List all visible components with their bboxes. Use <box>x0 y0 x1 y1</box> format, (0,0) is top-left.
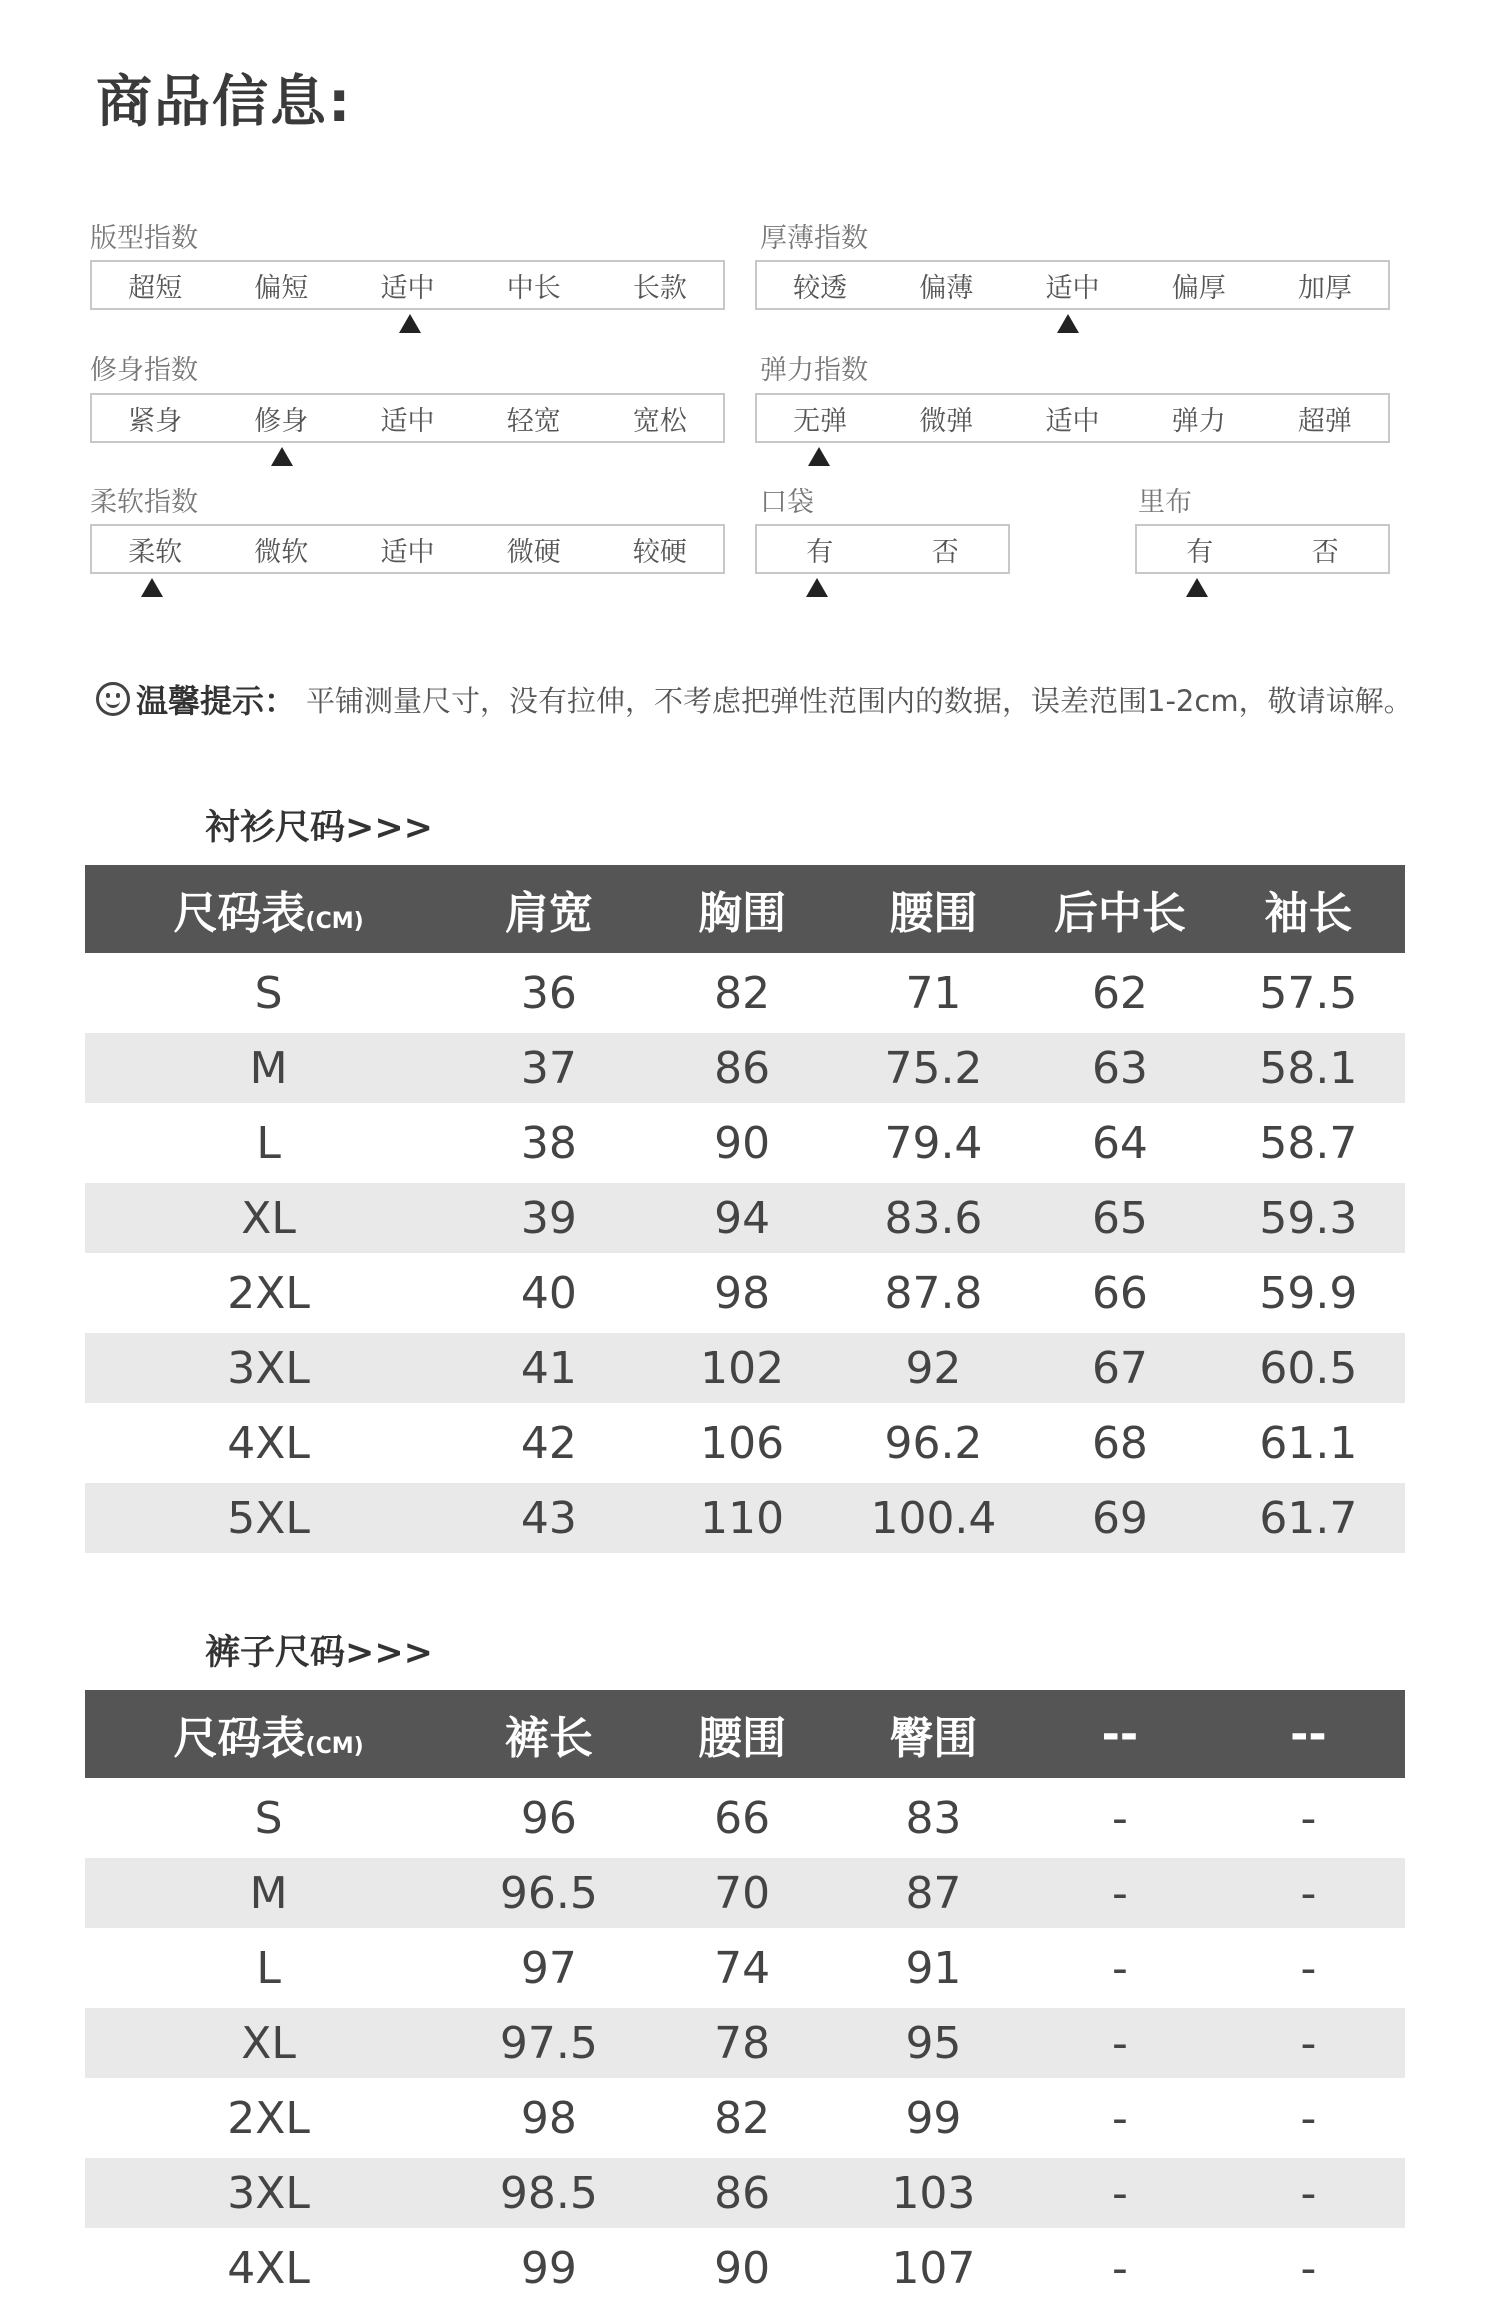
header-col: 胸围 <box>698 888 787 939</box>
table-cell: 41 <box>520 1342 577 1394</box>
index-option: 超弹 <box>1297 405 1352 437</box>
table-cell: 98 <box>714 1267 771 1319</box>
table-cell: - <box>1112 1867 1128 1919</box>
table-cell: 98 <box>520 2092 577 2144</box>
shirt-size-table <box>85 865 1405 1553</box>
table-row <box>85 2008 1405 2078</box>
table-cell: 92 <box>905 1342 962 1394</box>
table-cell: 62 <box>1091 967 1148 1019</box>
index-label-slim: 修身指数 <box>90 355 198 386</box>
selection-marker-fit <box>399 314 421 333</box>
table-cell: 4XL <box>227 2242 310 2294</box>
table-cell: 43 <box>520 1492 577 1544</box>
table-cell: S <box>254 967 283 1019</box>
table-cell: 39 <box>520 1192 577 1244</box>
index-option: 适中 <box>380 405 435 437</box>
table-cell: 107 <box>891 2242 976 2294</box>
index-option: 微弹 <box>919 405 974 437</box>
selection-marker-soft <box>141 578 163 597</box>
index-option: 适中 <box>380 272 435 304</box>
table-cell: 40 <box>520 1267 577 1319</box>
table-cell: 70 <box>714 1867 771 1919</box>
table-cell: 78 <box>714 2017 771 2069</box>
table-cell: 110 <box>700 1492 785 1544</box>
table-cell: 66 <box>714 1792 771 1844</box>
table-cell: 74 <box>714 1942 771 1994</box>
index-option: 超短 <box>128 272 183 304</box>
table-row <box>85 1403 1405 1483</box>
table-cell: 57.5 <box>1259 967 1358 1019</box>
table-cell: 99 <box>520 2242 577 2294</box>
table-cell: 86 <box>714 1042 771 1094</box>
index-box-pocket <box>755 524 1010 574</box>
page-title: 商品信息: <box>96 70 353 135</box>
table-cell: - <box>1112 2167 1128 2219</box>
pants-size-table <box>85 1690 1405 2308</box>
index-box-thickness <box>755 260 1390 310</box>
shirt-section-title: 衬衫尺码>>> <box>205 808 433 848</box>
table-cell: XL <box>241 2017 296 2069</box>
table-cell: 103 <box>891 2167 976 2219</box>
table-cell: 97.5 <box>499 2017 598 2069</box>
table-cell: 61.1 <box>1259 1417 1358 1469</box>
index-label-pocket: 口袋 <box>760 487 814 518</box>
index-option: 微硬 <box>506 536 561 568</box>
table-cell: 98.5 <box>499 2167 598 2219</box>
table-row <box>85 1183 1405 1253</box>
index-option: 有 <box>1186 536 1214 568</box>
header-col: -- <box>1101 1708 1139 1760</box>
pants-section-title: 裤子尺码>>> <box>205 1633 433 1673</box>
table-cell: 86 <box>714 2167 771 2219</box>
selection-marker-slim <box>271 447 293 466</box>
table-cell: 3XL <box>227 2167 310 2219</box>
table-cell: 2XL <box>227 1267 310 1319</box>
table-cell: 99 <box>905 2092 962 2144</box>
index-option: 适中 <box>380 536 435 568</box>
index-label-fit: 版型指数 <box>90 223 198 254</box>
table-cell: 36 <box>520 967 577 1019</box>
table-cell: 66 <box>1091 1267 1148 1319</box>
header-size: 尺码表(CM) <box>173 1713 364 1764</box>
index-label-soft: 柔软指数 <box>90 487 198 518</box>
table-cell: 87.8 <box>884 1267 983 1319</box>
index-option: 较硬 <box>632 536 687 568</box>
table-cell: 63 <box>1091 1042 1148 1094</box>
index-option: 柔软 <box>128 536 183 568</box>
table-cell: 91 <box>905 1942 962 1994</box>
table-cell: 82 <box>714 2092 771 2144</box>
table-cell: 82 <box>714 967 771 1019</box>
table-cell: 102 <box>700 1342 785 1394</box>
table-cell: 94 <box>714 1192 771 1244</box>
index-box-soft <box>90 524 725 574</box>
selection-marker-elastic <box>808 447 830 466</box>
table-cell: 64 <box>1091 1117 1148 1169</box>
index-option: 紧身 <box>128 405 183 437</box>
table-cell: 96 <box>520 1792 577 1844</box>
table-cell: - <box>1300 1792 1317 1844</box>
table-cell: 69 <box>1091 1492 1148 1544</box>
header-col: -- <box>1290 1708 1327 1760</box>
index-option: 宽松 <box>632 405 687 437</box>
table-row <box>85 2078 1405 2158</box>
table-row <box>85 1033 1405 1103</box>
index-box-slim <box>90 393 725 443</box>
table-row <box>85 1928 1405 2008</box>
table-cell: M <box>249 1867 288 1919</box>
header-col: 臀围 <box>889 1713 978 1764</box>
index-option: 中长 <box>506 272 561 304</box>
table-header <box>85 865 1405 953</box>
header-col: 后中长 <box>1053 888 1186 939</box>
header-col: 袖长 <box>1264 888 1353 939</box>
header-col: 肩宽 <box>504 888 593 939</box>
table-cell: 71 <box>905 967 962 1019</box>
index-box-lining <box>1135 524 1390 574</box>
table-cell: - <box>1300 2242 1317 2294</box>
index-option: 偏短 <box>254 272 309 304</box>
index-option: 加厚 <box>1297 272 1352 304</box>
index-option: 偏薄 <box>919 272 974 304</box>
table-cell: 100.4 <box>870 1492 997 1544</box>
index-option: 微软 <box>254 536 309 568</box>
table-cell: - <box>1300 2017 1317 2069</box>
table-row <box>85 2228 1405 2308</box>
table-cell: 37 <box>520 1042 577 1094</box>
table-row <box>85 953 1405 1033</box>
table-cell: 90 <box>714 1117 771 1169</box>
table-cell: 106 <box>700 1417 785 1469</box>
table-cell: L <box>256 1942 281 1994</box>
table-row <box>85 1103 1405 1183</box>
table-cell: - <box>1300 1942 1317 1994</box>
table-cell: 67 <box>1091 1342 1148 1394</box>
table-cell: 42 <box>520 1417 577 1469</box>
table-cell: 38 <box>520 1117 577 1169</box>
table-cell: 87 <box>905 1867 962 1919</box>
index-option: 适中 <box>1045 405 1100 437</box>
table-cell: 59.9 <box>1259 1267 1358 1319</box>
table-cell: 83 <box>905 1792 962 1844</box>
table-row <box>85 1333 1405 1403</box>
index-option: 长款 <box>632 272 687 304</box>
table-cell: 61.7 <box>1259 1492 1358 1544</box>
index-option: 修身 <box>254 405 309 437</box>
header-col: 腰围 <box>889 888 978 939</box>
table-cell: 96.5 <box>499 1867 598 1919</box>
table-row <box>85 1253 1405 1333</box>
table-row <box>85 1778 1405 1858</box>
index-label-elastic: 弹力指数 <box>760 355 868 386</box>
table-cell: - <box>1112 1942 1128 1994</box>
table-cell: - <box>1112 2242 1128 2294</box>
table-row <box>85 1858 1405 1928</box>
table-cell: - <box>1112 1792 1128 1844</box>
selection-marker-thickness <box>1057 314 1079 333</box>
warm-tip <box>96 676 1413 722</box>
table-cell: - <box>1112 2017 1128 2069</box>
smile-icon <box>96 682 130 716</box>
index-label-lining: 里布 <box>1138 487 1192 518</box>
table-cell: 90 <box>714 2242 771 2294</box>
header-col: 裤长 <box>504 1713 593 1764</box>
index-option: 轻宽 <box>506 405 561 437</box>
table-cell: 97 <box>520 1942 577 1994</box>
table-row <box>85 2158 1405 2228</box>
table-cell: 60.5 <box>1259 1342 1358 1394</box>
selection-marker-lining <box>1186 578 1208 597</box>
table-cell: XL <box>241 1192 296 1244</box>
table-cell: S <box>254 1792 283 1844</box>
index-box-elastic <box>755 393 1390 443</box>
table-header <box>85 1690 1405 1778</box>
table-cell: 2XL <box>227 2092 310 2144</box>
table-cell: - <box>1300 1867 1317 1919</box>
table-cell: - <box>1112 2092 1128 2144</box>
table-cell: 96.2 <box>884 1417 983 1469</box>
table-cell: 83.6 <box>884 1192 983 1244</box>
table-row <box>85 1483 1405 1553</box>
table-cell: 75.2 <box>884 1042 983 1094</box>
table-cell: 79.4 <box>884 1117 983 1169</box>
header-size: 尺码表(CM) <box>173 888 364 939</box>
index-option: 较透 <box>793 272 848 304</box>
table-cell: 5XL <box>227 1492 310 1544</box>
table-cell: 4XL <box>227 1417 310 1469</box>
table-cell: - <box>1300 2167 1317 2219</box>
index-label-thickness: 厚薄指数 <box>760 223 868 254</box>
table-cell: 59.3 <box>1259 1192 1358 1244</box>
index-option: 否 <box>931 536 959 568</box>
index-option: 有 <box>806 536 834 568</box>
header-col: 腰围 <box>698 1713 787 1764</box>
table-cell: 3XL <box>227 1342 310 1394</box>
table-cell: 95 <box>905 2017 962 2069</box>
tip-text: 平铺测量尺寸，没有拉伸，不考虑把弹性范围内的数据，误差范围1-2cm，敬请谅解。 <box>306 683 1413 718</box>
tip-heading: 温馨提示： <box>136 682 297 720</box>
index-option: 否 <box>1311 536 1339 568</box>
selection-marker-pocket <box>806 578 828 597</box>
table-cell: L <box>256 1117 281 1169</box>
table-cell: 65 <box>1091 1192 1148 1244</box>
index-option: 适中 <box>1045 272 1100 304</box>
index-option: 无弹 <box>793 405 848 437</box>
table-cell: 58.7 <box>1259 1117 1358 1169</box>
index-box-fit <box>90 260 725 310</box>
table-cell: 58.1 <box>1259 1042 1358 1094</box>
table-cell: 68 <box>1091 1417 1148 1469</box>
index-option: 弹力 <box>1171 405 1226 437</box>
index-option: 偏厚 <box>1171 272 1226 304</box>
table-cell: - <box>1300 2092 1317 2144</box>
table-cell: M <box>249 1042 288 1094</box>
